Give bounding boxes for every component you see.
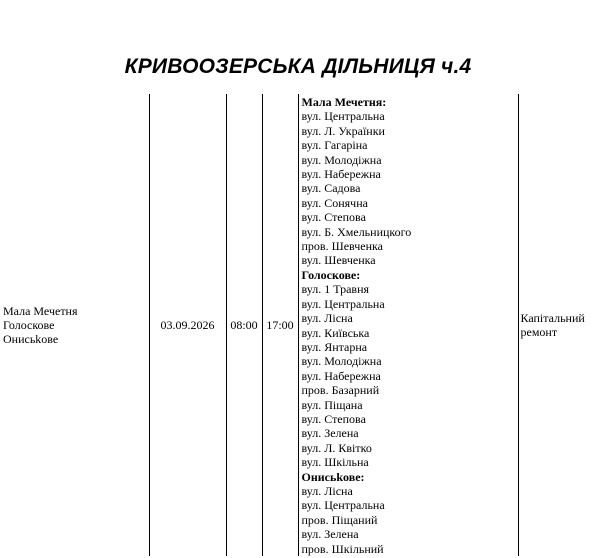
street-item: вул. Шкільна xyxy=(301,455,369,470)
street-item: вул. Л. Квітко xyxy=(301,440,372,455)
street-item: вул. Київська xyxy=(301,325,370,340)
date-cell xyxy=(149,94,226,556)
schedule-table-wrapper xyxy=(0,94,596,558)
street-item: вул. Лісна xyxy=(301,311,353,326)
street-item: вул. Б. Хмельницкого xyxy=(301,224,412,239)
street-item: вул. Шевченка xyxy=(301,253,376,268)
street-item: вул. Набережна xyxy=(301,368,381,383)
village-heading: Онисьkове: xyxy=(301,469,365,484)
streets-cell xyxy=(298,94,518,556)
street-item: вул. Степова xyxy=(301,411,366,426)
start-time-cell xyxy=(226,94,262,556)
end-time: 17:00 xyxy=(266,318,294,332)
street-item: вул. 1 Травня xyxy=(301,282,370,297)
street-item: вул. Сонячна xyxy=(301,195,368,210)
street-item: вул. Центральна xyxy=(301,296,385,311)
reason-line: Капітальний xyxy=(520,311,585,325)
street-item: пров. Базарний xyxy=(301,383,380,398)
start-time: 08:00 xyxy=(230,318,258,332)
settlement-name: Голоскове xyxy=(3,318,55,332)
settlement-name: Мала Мечетня xyxy=(3,304,78,318)
page-title: КРИВООЗЕРСЬКА ДІЛЬНИЦЯ ч.4 xyxy=(124,55,472,78)
settlements-cell xyxy=(0,94,149,556)
street-item: вул. Зелена xyxy=(301,426,359,441)
street-item: вул. Л. Українки xyxy=(301,123,385,138)
street-item: вул. Гагаріна xyxy=(301,138,368,153)
end-time-cell xyxy=(262,94,298,556)
outage-schedule-table xyxy=(0,94,596,556)
street-item: вул. Піщана xyxy=(301,397,363,412)
street-item: вул. Степова xyxy=(301,210,366,225)
street-item: вул. Молодіжна xyxy=(301,354,382,369)
street-item: пров. Піщаний xyxy=(301,512,378,527)
street-item: вул. Молодіжна xyxy=(301,152,382,167)
outage-date: 03.09.2026 xyxy=(160,318,215,332)
table-row xyxy=(0,94,596,556)
village-heading: Мала Мечетня: xyxy=(301,95,387,109)
street-item: вул. Набережна xyxy=(301,167,381,182)
street-item: пров. Шкільний xyxy=(301,541,384,556)
street-item: вул. Янтарна xyxy=(301,339,368,354)
street-item: вул. Центральна xyxy=(301,109,385,124)
street-item: вул. Лісна xyxy=(301,483,353,498)
street-item: вул. Зелена xyxy=(301,527,359,542)
reason-cell xyxy=(518,94,596,556)
street-item: пров. Шевченка xyxy=(301,239,383,254)
village-heading: Голоскове: xyxy=(301,267,361,282)
settlement-name: Онисьkове xyxy=(3,332,59,346)
street-item: вул. Центральна xyxy=(301,498,385,513)
street-item: вул. Садова xyxy=(301,181,361,196)
reason-line: ремонт xyxy=(520,325,558,339)
